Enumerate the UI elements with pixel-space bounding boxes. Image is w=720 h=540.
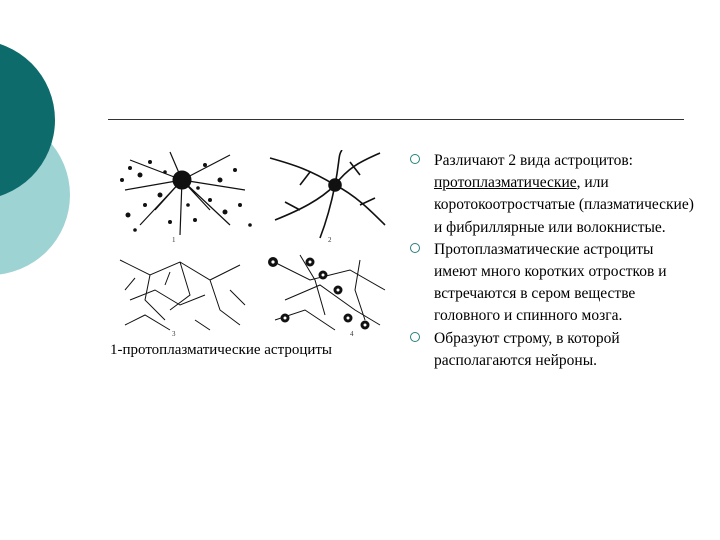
bullet-list [410,150,700,372]
figure-caption: 1-протоплазматические астроциты [110,342,333,358]
bullet-item [410,150,700,239]
bullet-text: , или коротокоотростчатые (плазматические) и фибриллярные или волокнистые. [434,174,694,236]
panel-label-3: 3 [172,330,176,338]
panel-label-1: 1 [172,236,176,244]
bullet-text: Различают 2 вида астроцитов: [434,152,633,169]
bullet-circle-icon [410,332,420,342]
bullet-circle-icon [410,154,420,164]
title-divider [108,119,684,120]
panel-label-4: 4 [350,330,354,338]
bullet-text-underlined: протоплазматические [434,174,577,192]
bullet-text: Протоплазматические астроциты имеют много коротких отростков и встречаются в сером веществе головного и спинного мозга. [434,240,667,325]
bullet-text: Образуют строму, в которой располагаются нейроны. [434,329,620,369]
bullet-item [410,328,700,372]
astrocytes-figure [110,150,392,340]
bullet-circle-icon [410,243,420,253]
panel-label-2: 2 [328,236,332,244]
decorative-circles [0,0,90,300]
bullet-item [410,239,700,328]
